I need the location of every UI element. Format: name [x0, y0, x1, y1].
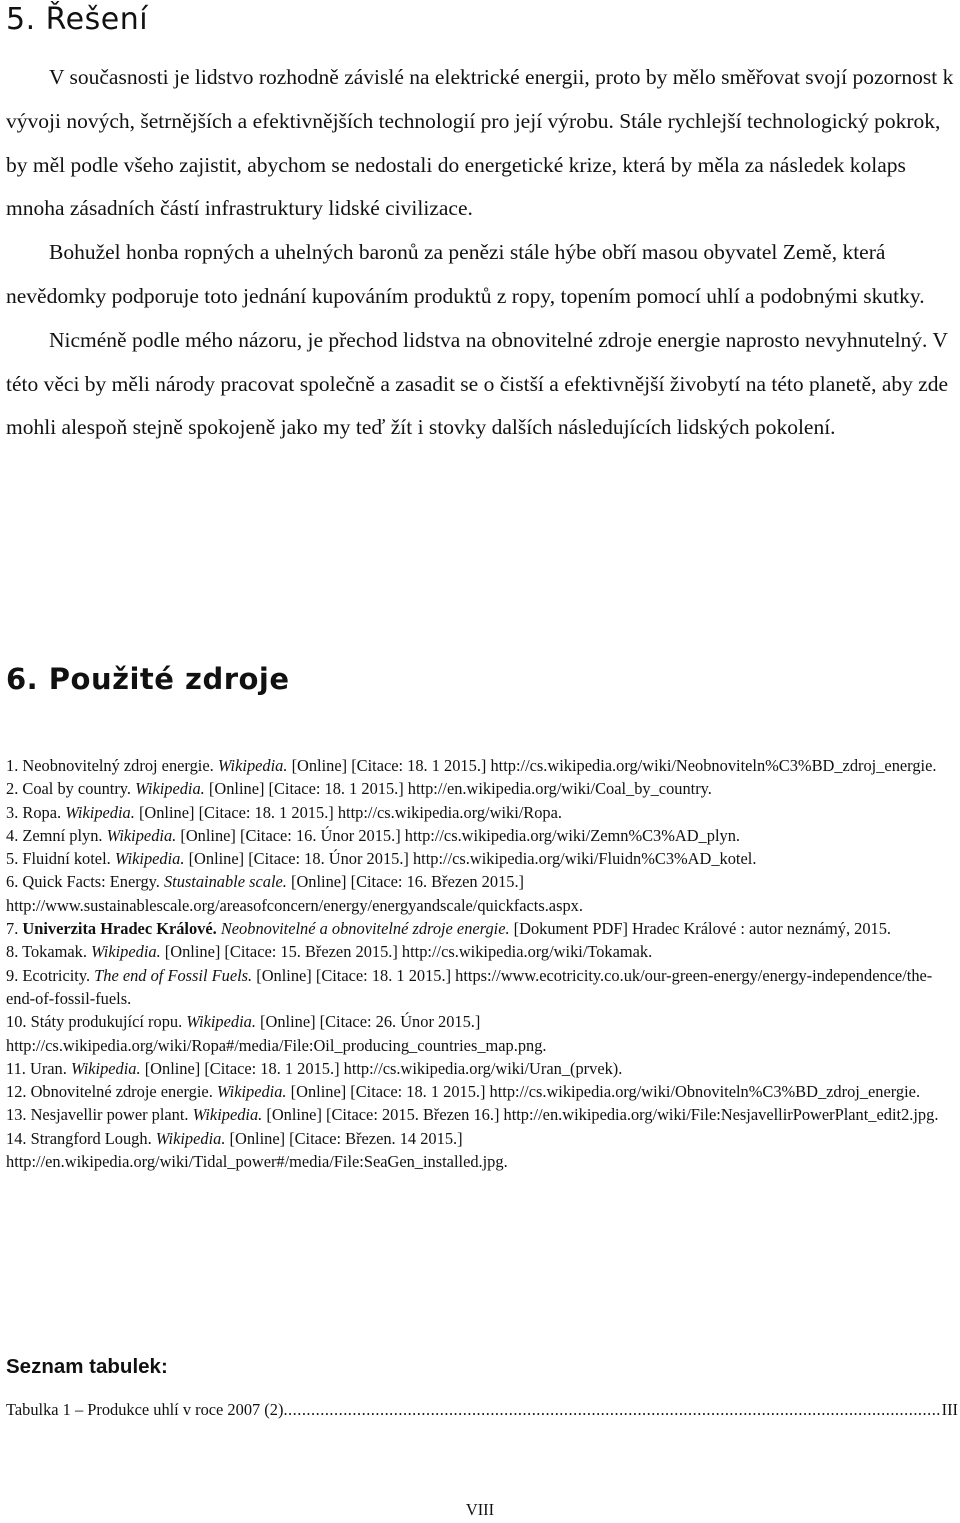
reference-title: 11. Uran. — [6, 1058, 71, 1078]
reference-item — [6, 1010, 956, 1057]
reference-item — [6, 917, 956, 940]
reference-list — [6, 754, 956, 1173]
reference-item — [6, 1127, 956, 1174]
table-list-heading: Seznam tabulek: — [6, 1355, 168, 1378]
reference-details[interactable]: [Online] [Citace: 18. 1 2015.] http://cs.wikipedia.org/wiki/Neobnoviteln%C3%BD_zdroj_energie. — [287, 756, 937, 775]
reference-details[interactable]: [Online] [Citace: 16. Únor 2015.] http://cs.wikipedia.org/wiki/Zemn%C3%AD_plyn. — [176, 825, 740, 845]
reference-item — [6, 1057, 956, 1080]
table-entry-label: Tabulka 1 – Produkce uhlí v roce 2007 (2) — [6, 1400, 284, 1419]
reference-source: Wikipedia. — [135, 779, 205, 799]
reference-title: 7. — [6, 919, 23, 939]
reference-title: 3. Ropa. — [6, 802, 66, 822]
reference-title: 6. Quick Facts: Energy. — [6, 872, 164, 892]
reference-author: Univerzita Hradec Králové. — [22, 919, 217, 939]
paragraph-2: Bohužel honba ropných a uhelných baronů za penězi stále hýbe obří masou obyvatel Země, která nevědomky podporuje toto jednání kupováním produktů z ropy, topením pomocí uhlí a podobnými skutky. — [6, 240, 925, 308]
reference-details[interactable]: [Dokument PDF] Hradec Králové : autor neznámý, 2015. — [509, 919, 892, 939]
reference-details[interactable]: [Online] [Citace: 18. 1 2015.] https://www.ecotricity.co.uk/our-green-energy/energy-independence/the-end-of-fossil-fuels. — [6, 965, 933, 1008]
reference-source: Wikipedia. — [91, 942, 161, 962]
reference-details[interactable]: [Online] [Citace: 18. 1 2015.] http://cs.wikipedia.org/wiki/Ropa. — [134, 802, 562, 822]
paragraph-1: V současnosti je lidstvo rozhodně závislé na elektrické energii, proto by mělo směřovat svojí pozornost k vývoji nových, šetrnějších a efektivnějších technologií pro její výrobu. Stále rychlejší technologický pokrok, by měl podle všeho zajistit, abychom se nedostali do energetické krize, která by měla za následek kolaps mnoha zásadních částí infrastruktury lidské civilizace. — [6, 65, 954, 221]
reference-details[interactable]: [Online] [Citace: 18. 1 2015.] http://cs.wikipedia.org/wiki/Uran_(prvek). — [140, 1058, 623, 1078]
reference-details[interactable]: [Online] [Citace: 2015. Březen 16.] http://en.wikipedia.org/wiki/File:NesjavellirPowerPlant_edit2.jpg. — [262, 1105, 939, 1125]
table-entry-page: III — [941, 1400, 958, 1419]
reference-details[interactable]: [Online] [Citace: 26. Únor 2015.] http://cs.wikipedia.org/wiki/Ropa#/media/File:Oil_producing_countries_map.png. — [6, 1012, 547, 1055]
reference-source: Wikipedia. — [106, 825, 177, 845]
dot-leader — [283, 1398, 941, 1422]
reference-source: Neobnovitelné a obnovitelné zdroje energie. — [216, 919, 510, 939]
reference-title: 9. Ecotricity. — [6, 965, 95, 985]
reference-details[interactable]: [Online] [Citace: 16. Březen 2015.] http://www.sustainablescale.org/areasofconcern/energy/energyandscale/quickfacts.aspx. — [6, 872, 583, 915]
table-list-entry[interactable] — [6, 1398, 958, 1422]
reference-source: The end of Fossil Fuels. — [94, 965, 253, 985]
reference-source: Wikipedia. — [192, 1105, 263, 1125]
reference-title: 10. Státy produkující ropu. — [6, 1012, 187, 1032]
reference-item — [6, 1080, 956, 1103]
reference-item — [6, 754, 956, 777]
reference-item — [6, 801, 956, 824]
reference-details[interactable]: [Online] [Citace: 18. Únor 2015.] http://cs.wikipedia.org/wiki/Fluidn%C3%AD_kotel. — [184, 849, 757, 869]
reference-details[interactable]: [Online] [Citace: 15. Březen 2015.] http://cs.wikipedia.org/wiki/Tokamak. — [160, 942, 653, 962]
reference-title: 1. Neobnovitelný zdroj energie. — [6, 756, 218, 775]
reference-item — [6, 824, 956, 847]
reference-details[interactable]: [Online] [Citace: 18. 1 2015.] http://cs.wikipedia.org/wiki/Obnoviteln%C3%BD_zdroj_energie. — [286, 1082, 921, 1102]
paragraph-3: Nicméně podle mého názoru, je přechod lidstva na obnovitelné zdroje energie naprosto nevyhnutelný. V této věci by měli národy pracovat společně a zasadit se o čistší a efektivnější živobytí na této planetě, aby zde mohli alespoň stejně spokojeně jako my teď žít i stovky dalších následujících lidských pokolení. — [6, 327, 949, 440]
reference-details[interactable]: [Online] [Citace: 18. 1 2015.] http://en.wikipedia.org/wiki/Coal_by_country. — [204, 779, 712, 799]
reference-item — [6, 940, 956, 963]
reference-item — [6, 847, 956, 870]
reference-item — [6, 1103, 956, 1126]
reference-title: 5. Fluidní kotel. — [6, 849, 115, 869]
reference-source: Wikipedia. — [186, 1012, 256, 1032]
section-5-body — [6, 56, 954, 450]
reference-title: 8. Tokamak. — [6, 942, 92, 962]
reference-details[interactable]: [Online] [Citace: Březen. 14 2015.] http://en.wikipedia.org/wiki/Tidal_power#/media/File:SeaGen_installed.jpg. — [6, 1128, 508, 1172]
reference-title: 12. Obnovitelné zdroje energie. — [6, 1082, 217, 1102]
reference-source: Wikipedia. — [217, 756, 288, 775]
reference-item — [6, 964, 956, 1011]
reference-source: Wikipedia. — [216, 1082, 287, 1102]
reference-source: Wikipedia. — [65, 802, 135, 822]
reference-title: 13. Nesjavellir power plant. — [6, 1105, 193, 1125]
reference-source: Wikipedia. — [114, 849, 185, 869]
reference-source: Wikipedia. — [70, 1058, 141, 1078]
reference-title: 4. Zemní plyn. — [6, 825, 107, 845]
reference-title: 2. Coal by country. — [6, 779, 136, 799]
reference-title: 14. Strangford Lough. — [6, 1128, 156, 1148]
reference-item — [6, 870, 956, 917]
reference-item — [6, 777, 956, 800]
page-number: VIII — [465, 1500, 495, 1519]
section-5-heading: 5. Řešení — [6, 2, 149, 37]
reference-source: Wikipedia. — [155, 1128, 226, 1148]
reference-source: Stustainable scale. — [163, 872, 287, 892]
section-6-heading: 6. Použité zdroje — [6, 662, 290, 696]
